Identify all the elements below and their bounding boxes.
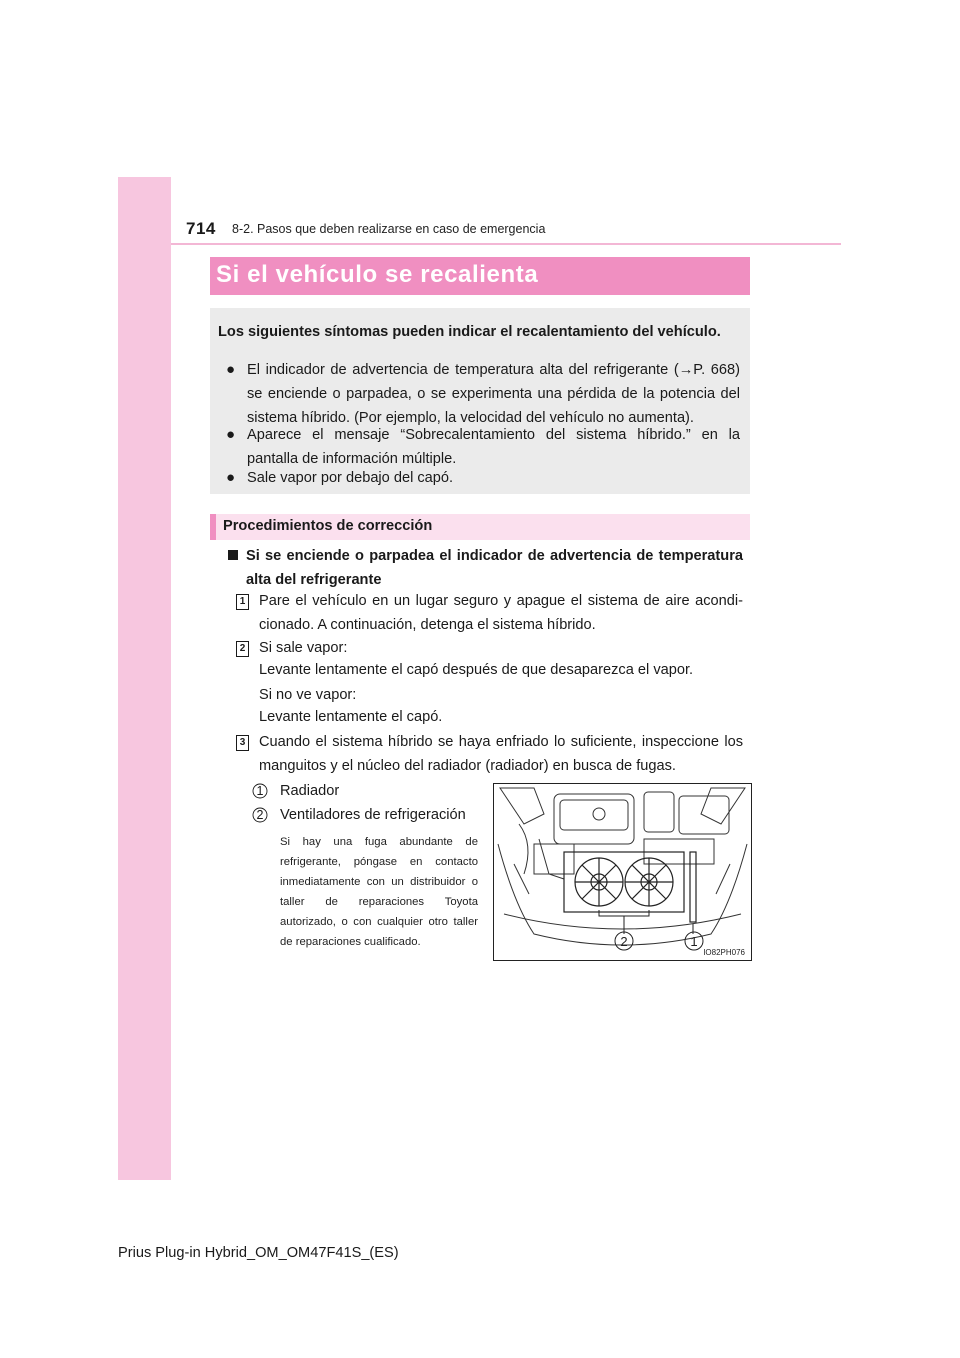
footer-document-id: Prius Plug-in Hybrid_OM_OM47F41S_(ES) [118, 1245, 399, 1261]
step-1-text: Pare el vehículo en un lugar seguro y apague el sistema de aire acondicionado. A continuación, detenga el sistema híbrido. [259, 593, 743, 633]
step-2-line-2: Levante lentamente el capó después de que desaparezca el vapor. [259, 662, 694, 678]
symptom-3: Sale vapor por debajo del capó. [247, 470, 454, 486]
bullet-icon: ● [226, 426, 236, 443]
item-label-fans: Ventiladores de refrigeración [280, 807, 466, 823]
symptoms-intro: Los siguientes síntomas pueden indicar el recalentamiento del vehículo. [218, 324, 721, 340]
figure-code: IO82PH076 [703, 948, 745, 957]
section-heading: Procedimientos de corrección [223, 518, 433, 534]
page-title: Si el vehículo se recalienta [216, 261, 539, 288]
condition-heading: Si se enciende o parpadea el indicador de advertencia de temperatura alta del refrigerante [246, 548, 743, 588]
leak-note: Si hay una fuga abundante de refrigerante, póngase en contacto inmediatamente con un distribuidor o taller de reparaciones Toyota autorizado, o con cualquier otro taller de reparaciones cualificado. [280, 836, 478, 948]
bullet-icon: ● [226, 361, 236, 378]
section-header: 8-2. Pasos que deben realizarse en caso de emergencia [232, 222, 546, 236]
section-heading-accent [210, 514, 216, 540]
figure-callout-2: 2 [620, 934, 628, 949]
item-number-2: 2 [256, 808, 264, 822]
chapter-tab [118, 177, 171, 1180]
engine-bay-drawing [494, 784, 751, 960]
header-divider [171, 243, 841, 245]
symptom-2: Aparece el mensaje “Sobrecalentamiento del sistema híbrido.” en la pantalla de información múltiple. [247, 427, 740, 467]
step-2-line-3: Si no ve vapor: [259, 687, 357, 703]
symptom-1: El indicador de advertencia de temperatura alta del refrigerante (→P. 668) se enciende o parpadea, o se experimenta una pérdida de la potencia del sistema híbrido. (Por ejemplo, la velocidad del vehículo no aumenta). [247, 362, 740, 426]
step-2-line-4: Levante lentamente el capó. [259, 709, 443, 725]
step-number-3: 3 [236, 735, 249, 751]
engine-bay-illustration [493, 783, 752, 961]
step-2-line-1: Si sale vapor: [259, 640, 348, 656]
square-bullet-icon [228, 550, 238, 560]
bullet-icon: ● [226, 469, 236, 486]
step-number-1: 1 [236, 594, 249, 610]
item-number-1: 1 [256, 784, 264, 798]
step-number-2: 2 [236, 641, 249, 657]
figure-callout-1: 1 [690, 934, 698, 949]
page-number: 714 [186, 219, 216, 238]
step-3-text: Cuando el sistema híbrido se haya enfriado lo suficiente, inspeccione los manguitos y el núcleo del radiador (radiador) en busca de fugas. [259, 734, 743, 774]
item-label-radiator: Radiador [280, 783, 340, 799]
